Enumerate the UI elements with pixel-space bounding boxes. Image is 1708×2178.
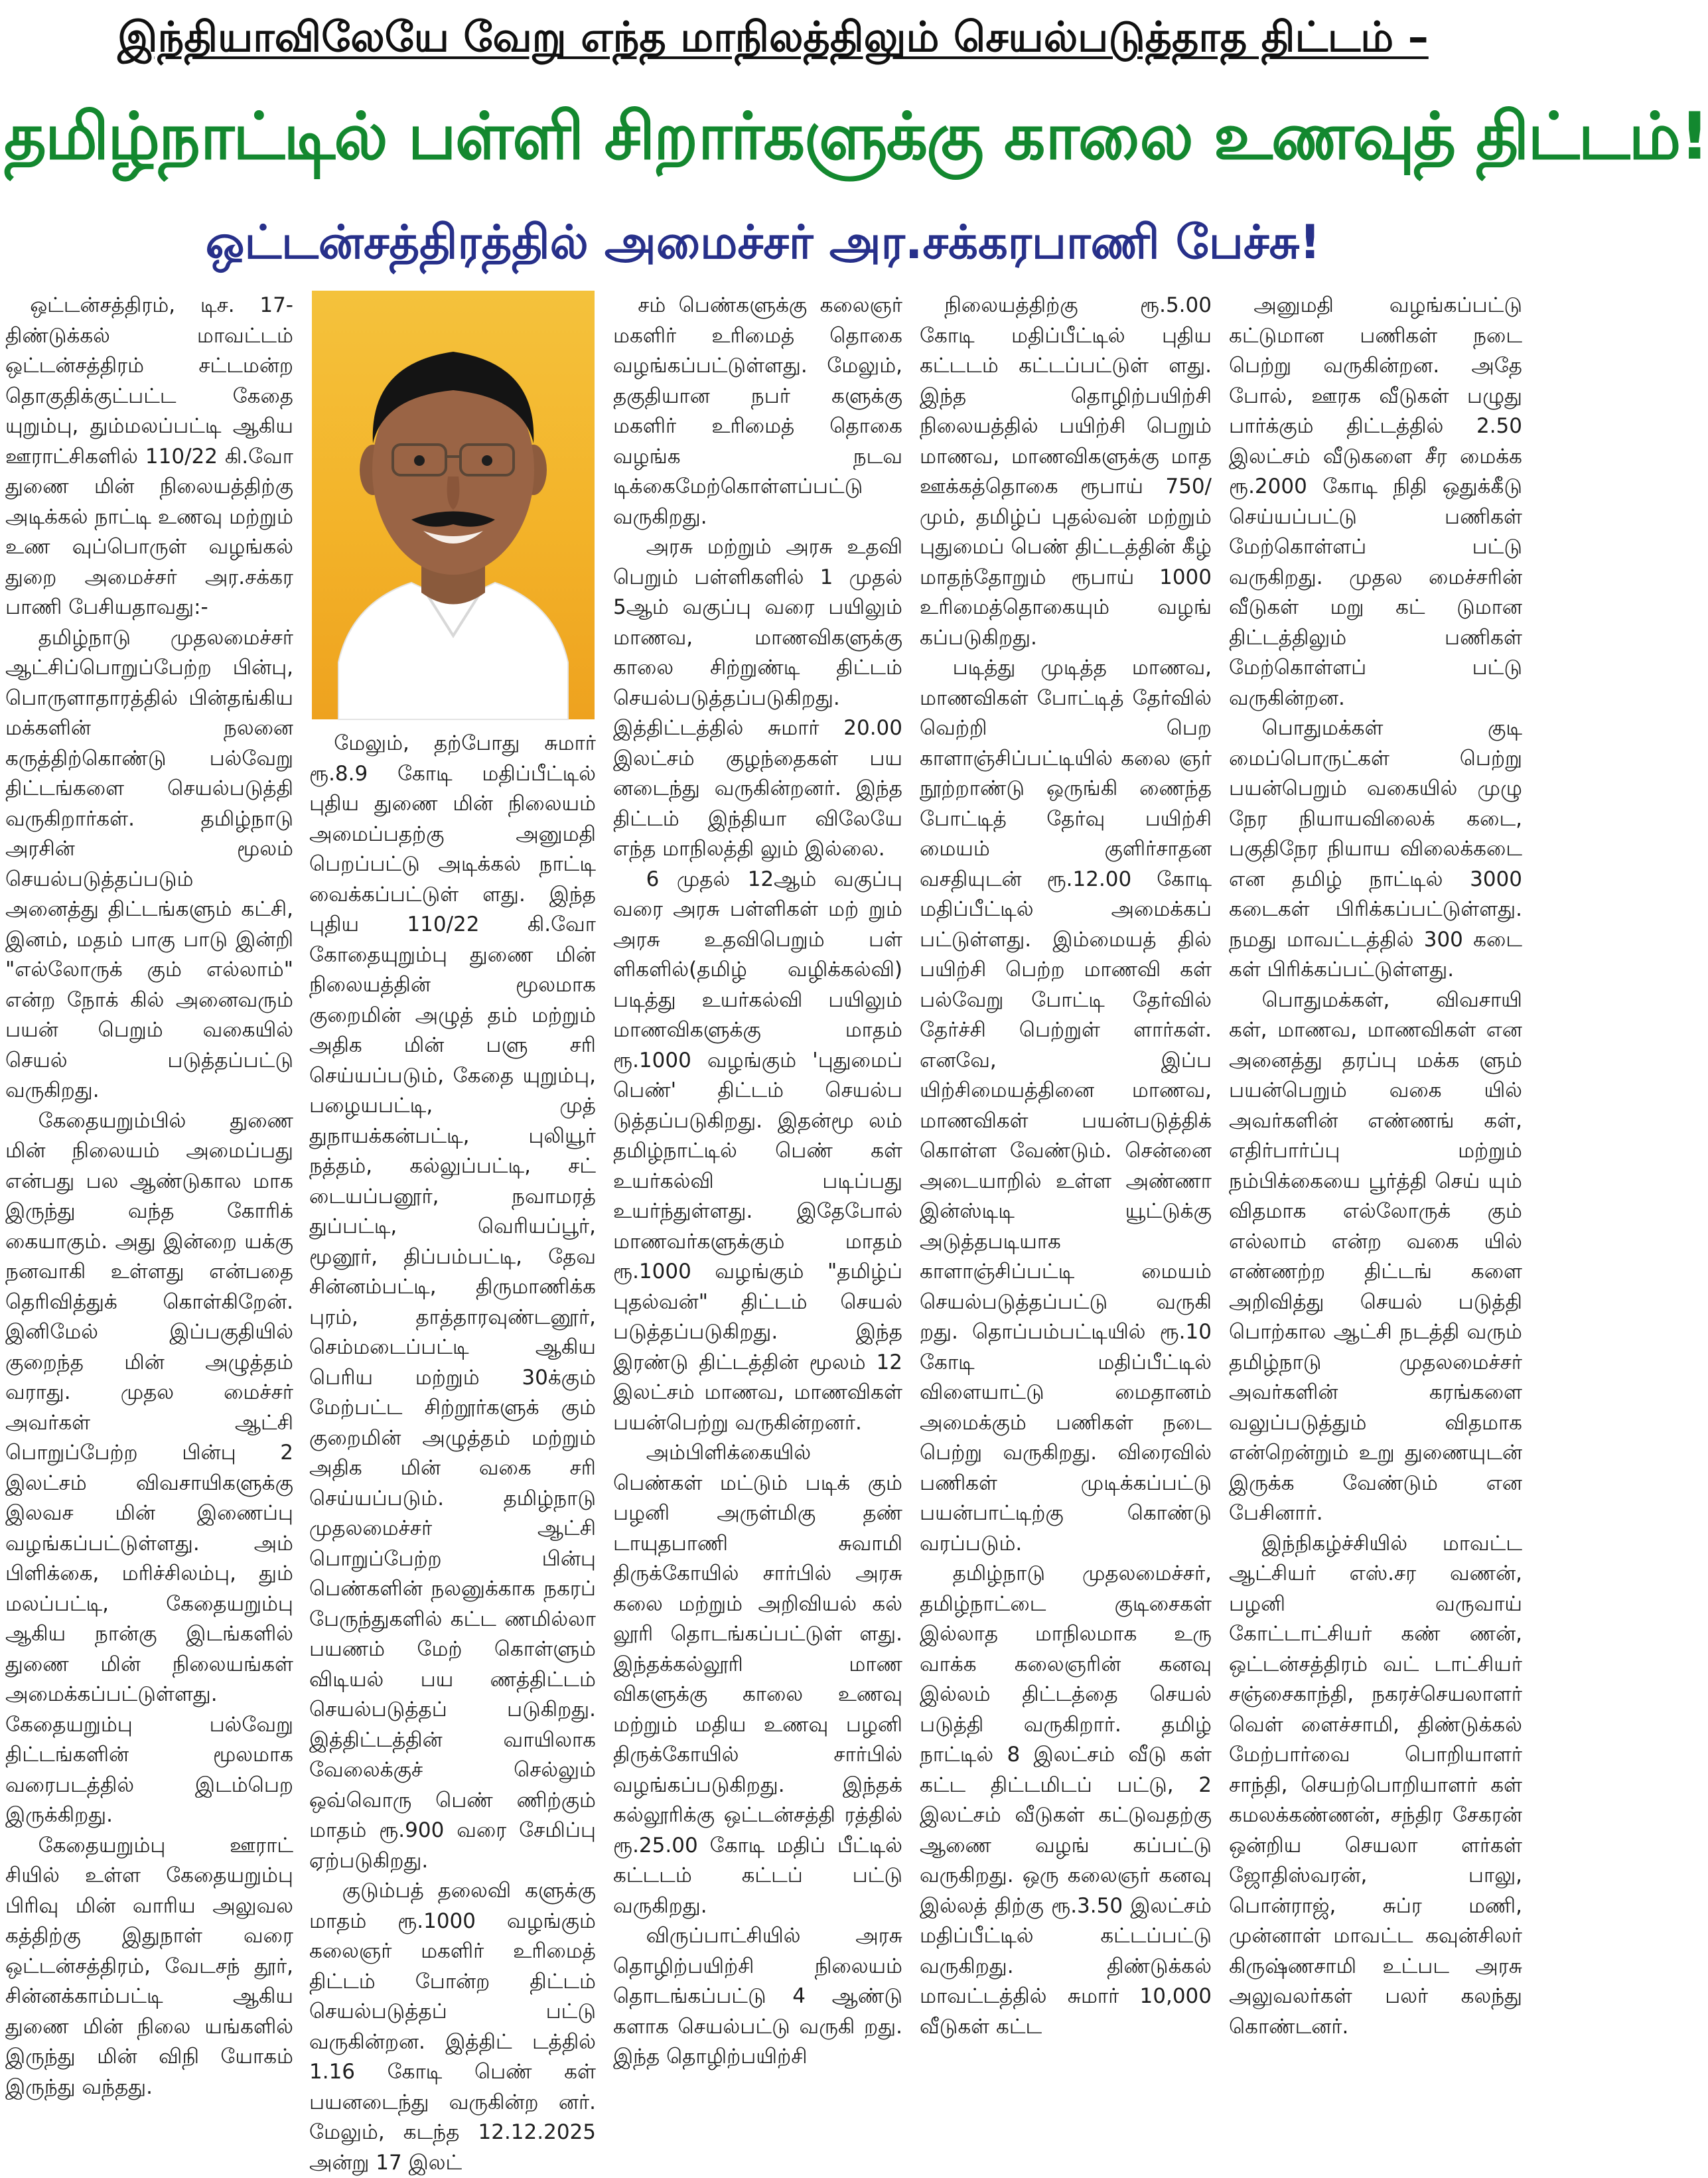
paragraph: விருப்பாட்சியில் அரசு தொழிற்பயிற்சி நிலையம் தொடங்கப்பட்டு 4 ஆண்டு களாக செயல்பட்டு வருகி றது. இந்த தொழிற்பயிற்சி (613, 1924, 902, 2069)
paragraph: நிலையத்திற்கு ரூ.5.00 கோடி மதிப்பீட்டில் புதிய கட்டடம் கட்டப்பட்டுள் ளது. இந்த தொழிற்பயிற்சி நிலையத்தில் பயிற்சி பெறும் மாணவ, மாணவிகளுக்கு மாத ஊக்கத்தொகை ரூபாய் 750/மும், தமிழ்ப் புதல்வன் மற்றும் புதுமைப் பெண் திட்டத்தின் கீழ் மாதந்தோறும் ரூபாய் 1000 உரிமைத்தொகையும் வழங் கப்படுகிறது. (920, 293, 1212, 650)
article-column-3 (613, 291, 902, 2089)
paragraph: 6 முதல் 12ஆம் வகுப்பு வரை அரசு பள்ளிகள் மற் றும் அரசு உதவிபெறும் பள் ளிகளில்(தமிழ் வழிக்கல்வி) படித்து உயர்கல்வி பயிலும் மாணவிகளுக்கு மாதம் ரூ.1000 வழங்கும் 'புதுமைப் பெண்' திட்டம் செயல்ப டுத்தப்படுகிறது. இதன்மூ லம் தமிழ்நாட்டில் பெண் கள் உயர்கல்வி படிப்பது உயர்ந்துள்ளது. இதேபோல் மாணவர்களுக்கும் மாதம் ரூ.1000 வழங்கும் "தமிழ்ப் புதல்வன்" திட்டம் செயல் படுத்தப்படுகிறது. இந்த இரண்டு திட்டத்தின் மூலம் 12 இலட்சம் மாணவ, மாணவிகள் பயன்பெற்று வருகின்றனர். (613, 867, 902, 1435)
article-column-1 (5, 291, 293, 2099)
paragraph: சம் பெண்களுக்கு கலைஞர் மகளிர் உரிமைத் தொகை வழங்கப்பட்டுள்ளது. மேலும், தகுதியான நபர் களுக்கு மகளிர் உரிமைத் தொகை வழங்க நடவ டிக்கைமேற்கொள்ளப்பட்டு வருகிறது. (613, 293, 902, 529)
main-headline: தமிழ்நாட்டில் பள்ளி சிறார்களுக்கு காலை உணவுத் திட்டம்! (4, 99, 1708, 175)
paragraph: அனுமதி வழங்கப்பட்டு கட்டுமான பணிகள் நடை பெற்று வருகின்றன. அதே போல், ஊரக வீடுகள் பழுது பார்க்கும் திட்டத்தில் 2.50 இலட்சம் வீடுகளை சீர மைக்க ரூ.2000 கோடி நிதி ஒதுக்கீடு செய்யப்பட்டு பணிகள் மேற்கொள்ளப் பட்டு வருகிறது. முதல மைச்சரின் வீடுகள் மறு கட் டுமான திட்டத்திலும் பணிகள் மேற்கொள்ளப் பட்டு வருகின்றன. (1229, 293, 1522, 710)
article-column-2 (309, 729, 596, 2175)
article-column-5 (1229, 291, 1522, 2089)
paragraph: பொதுமக்கள், விவசாயி கள், மாணவ, மாணவிகள் என அனைத்து தரப்பு மக்க ளும் பயன்பெறும் வகை யில் அவர்களின் எண்ணங் கள், எதிர்பார்ப்பு மற்றும் நம்பிக்கையை பூர்த்தி செய் யும் விதமாக எல்லோருக் கும் எல்லாம் என்ற வகை யில் எண்ணற்ற திட்டங் களை அறிவித்து செயல் படுத்தி பொற்கால ஆட்சி நடத்தி வரும் தமிழ்நாடு முதலமைச்சர் அவர்களின் கரங்களை வலுப்படுத்தும் விதமாக என்றென்றும் உறு துணையுடன் இருக்க வேண்டும் என பேசினார். (1229, 987, 1522, 1525)
article-column-4 (920, 291, 1212, 2089)
paragraph: குடும்பத் தலைவி களுக்கு மாதம் ரூ.1000 வழங்கும் கலைஞர் மகளிர் உரிமைத் திட்டம் போன்ற திட்டம் செயல்படுத்தப் பட்டு வருகின்றன. இத்திட் டத்தில் 1.16 கோடி பெண் கள் பயனடைந்து வருகின்ற னர். மேலும், கடந்த 12.12.2025 அன்று 17 இலட் (309, 1879, 596, 2175)
sub-headline: ஒட்டன்சத்திரத்தில் அமைச்சர் அர.சக்கரபாணி பேச்சு! (205, 215, 1321, 269)
paragraph: படித்து முடித்த மாணவ, மாணவிகள் போட்டித் தேர்வில் வெற்றி பெற காளாஞ்சிப்பட்டியில் கலை ஞர் நூற்றாண்டு ஒருங்கி ணைந்த போட்டித் தேர்வு பயிற்சி மையம் குளிர்சாதன வசதியுடன் ரூ.12.00 கோடி மதிப்பீட்டில் அமைக்கப் பட்டுள்ளது. இம்மையத் தில் பயிற்சி பெற்ற மாணவி கள் பல்வேறு போட்டி தேர்வில் தேர்ச்சி பெற்றுள் ளார்கள். எனவே, இப்ப யிற்சிமையத்தினை மாணவ, மாணவிகள் பயன்படுத்திக் கொள்ள வேண்டும். சென்னை அடையாறில் உள்ள அண்ணா இன்ஸ்டிடி யூட்டுக்கு அடுத்தபடியாக காளாஞ்சிப்பட்டி மையம் செயல்படுத்தப்பட்டு வருகி றது. தொப்பம்பட்டியில் ரூ.10 கோடி மதிப்பீட்டில் விளையாட்டு மைதானம் அமைக்கும் பணிகள் நடை பெற்று வருகிறது. விரைவில் பணிகள் முடிக்கப்பட்டு பயன்பாட்டிற்கு கொண்டு வரப்படும். (920, 656, 1212, 1556)
paragraph: ஒட்டன்சத்திரம், டிச. 17- திண்டுக்கல் மாவட்டம் ஒட்டன்சத்திரம் சட்டமன்ற தொகுதிக்குட்பட்ட கேதை யுறும்பு, தும்மலப்பட்டி ஆகிய ஊராட்சிகளில் 110/22 கி.வோ துணை மின் நிலையத்திற்கு அடிக்கல் நாட்டி உணவு மற்றும் உண வுப்பொருள் வழங்கல் துறை அமைச்சர் அர.சக்கர பாணி பேசியதாவது:- (5, 293, 293, 619)
paragraph: அம்பிளிக்கையில் பெண்கள் மட்டும் படிக் கும் பழனி அருள்மிகு தண் டாயுதபாணி சுவாமி திருக்கோயில் சார்பில் அரசு கலை மற்றும் அறிவியல் கல் லூரி தொடங்கப்பட்டுள் ளது. இந்தக்கல்லூரி மாண விகளுக்கு காலை உணவு மற்றும் மதிய உணவு பழனி திருக்கோயில் சார்பில் வழங்கப்படுகிறது. இந்தக் கல்லூரிக்கு ஒட்டன்சத்தி ரத்தில் ரூ.25.00 கோடி மதிப் பீட்டில் கட்டடம் கட்டப் பட்டு வருகிறது. (613, 1441, 902, 1918)
paragraph: இந்நிகழ்ச்சியில் மாவட்ட ஆட்சியர் எஸ்.சர வணன், பழனி வருவாய் கோட்டாட்சியர் கண் ணன், ஒட்டன்சத்திரம் வட் டாட்சியர் சஞ்சைகாந்தி, நகரச்செயலாளர் வெள் ளைச்சாமி, திண்டுக்கல் மேற்பார்வை பொறியாளர் சாந்தி, செயற்பொறியாளர் கள் கமலக்கண்ணன், சந்திர சேகரன் ஒன்றிய செயலா ளர்கள் ஜோதிஸ்வரன், பாலு, பொன்ராஜ், சுப்ர மணி, முன்னாள் மாவட்ட கவுன்சிலர் கிருஷ்ணசாமி உட்பட அரசு அலுவலர்கள் பலர் கலந்து கொண்டனர். (1229, 1531, 1522, 2039)
portrait-icon (312, 291, 595, 719)
paragraph: தமிழ்நாடு முதலமைச்சர், தமிழ்நாட்டை குடிசைகள் இல்லாத மாநிலமாக உரு வாக்க கலைஞரின் கனவு இல்லம் திட்டத்தை செயல் படுத்தி வருகிறார். தமிழ் நாட்டில் 8 இலட்சம் வீடு கள் கட்ட திட்டமிடப் பட்டு, 2 இலட்சம் வீடுகள் கட்டுவதற்கு ஆணை வழங் கப்பட்டு வருகிறது. ஒரு கலைஞர் கனவு இல்லத் திற்கு ரூ.3.50 இலட்சம் மதிப்பீட்டில் கட்டப்பட்டு வருகிறது. திண்டுக்கல் மாவட்டத்தில் சுமார் 10,000 வீடுகள் கட்ட (920, 1561, 1212, 2039)
paragraph: கேதையறும்பு ஊராட் சியில் உள்ள கேதையறும்பு பிரிவு மின் வாரிய அலுவல கத்திற்கு இதுநாள் வரை ஒட்டன்சத்திரம், வேடசந் தூர், சின்னக்காம்பட்டி ஆகிய துணை மின் நிலை யங்களில் இருந்து மின் விநி யோகம் இருந்து வந்தது. (5, 1833, 293, 2099)
paragraph: மேலும், தற்போது சுமார் ரூ.8.9 கோடி மதிப்பீட்டில் புதிய துணை மின் நிலையம் அமைப்பதற்கு அனுமதி பெறப்பட்டு அடிக்கல் நாட்டி வைக்கப்பட்டுள் ளது. இந்த புதிய 110/22 கி.வோ கோதையுறும்பு துணை மின் நிலையத்தின் மூலமாக குறைமின் அழுத் தம் மற்றும் அதிக மின் பளு சரி செய்யப்படும், கேதை யுறும்பு, பழையபட்டி, முத் துநாயக்கன்பட்டி, புலியூர் நத்தம், கல்லுப்பட்டி, சட் டையப்பனூர், நவாமரத் துப்பட்டி, வெரியப்பூர், மூனூர், திப்பம்பட்டி, தேவ சின்னம்பட்டி, திருமாணிக்க புரம், தாத்தாரவுண்டனூர், செம்மடைப்பட்டி ஆகிய பெரிய மற்றும் 30க்கும் மேற்பட்ட சிற்றூர்களுக் கும் குறைமின் அழுத்தம் மற்றும் அதிக மின் வகை சரி செய்யப்படும். தமிழ்நாடு முதலமைச்சர் ஆட்சி பொறுப்பேற்ற பின்பு பெண்களின் நலனுக்காக நகரப் பேருந்துகளில் கட்ட ணமில்லா பயணம் மேற் கொள்ளும் விடியல் பய ணத்திட்டம் செயல்படுத்தப் படுகிறது. இத்திட்டத்தின் வாயிலாக வேலைக்குச் செல்லும் ஒவ்வொரு பெண் ணிற்கும் மாதம் ரூ.900 வரை சேமிப்பு ஏற்படுகிறது. (309, 731, 596, 1873)
paragraph: தமிழ்நாடு முதலமைச்சர் ஆட்சிப்பொறுப்பேற்ற பின்பு, பொருளாதாரத்தில் பின்தங்கிய மக்களின் நலனை கருத்திற்கொண்டு பல்வேறு திட்டங்களை செயல்படுத்தி வருகிறார்கள். தமிழ்நாடு அரசின் மூலம் செயல்படுத்தப்படும் அனைத்து திட்டங்களும் கட்சி, இனம், மதம் பாகு பாடு இன்றி "எல்லோருக் கும் எல்லாம்" என்ற நோக் கில் அனைவரும் பயன் பெறும் வகையில் செயல் படுத்தப்பட்டு வருகிறது. (5, 625, 293, 1102)
paragraph: பொதுமக்கள் குடி மைப்பொருட்கள் பெற்று பயன்பெறும் வகையில் முழு நேர நியாயவிலைக் கடை, பகுதிநேர நியாய விலைக்கடை என தமிழ் நாட்டில் 3000 கடைகள் பிரிக்கப்பட்டுள்ளது. நமது மாவட்டத்தில் 300 கடை கள் பிரிக்கப்பட்டுள்ளது. (1229, 716, 1522, 981)
paragraph: கேதையறும்பில் துணை மின் நிலையம் அமைப்பது என்பது பல ஆண்டுகால மாக இருந்து வந்த கோரிக் கையாகும். அது இன்றை யக்கு நனவாகி உள்ளது என்பதை தெரிவித்துக் கொள்கிறேன். இனிமேல் இப்பகுதியில் குறைந்த மின் அழுத்தம் வராது. முதல மைச்சர் அவர்கள் ஆட்சி பொறுப்பேற்ற பின்பு 2 இலட்சம் விவசாயிகளுக்கு இலவச மின் இணைப்பு வழங்கப்பட்டுள்ளது. அம் பிளிக்கை, மரிச்சிலம்பு, தும் மலப்பட்டி, கேதையறும்பு ஆகிய நான்கு இடங்களில் துணை மின் நிலையங்கள் அமைக்கப்பட்டுள்ளது. கேதையறும்பு பல்வேறு திட்டங்களின் மூலமாக வரைபடத்தில் இடம்பெற இருக்கிறது. (5, 1108, 293, 1827)
paragraph: அரசு மற்றும் அரசு உதவி பெறும் பள்ளிகளில் 1 முதல் 5ஆம் வகுப்பு வரை பயிலும் மாணவ, மாணவிகளுக்கு காலை சிற்றுண்டி திட்டம் செயல்படுத்தப்படுகிறது. இத்திட்டத்தில் சுமார் 20.00 இலட்சம் குழந்தைகள் பய னடைந்து வருகின்றனர். இந்த திட்டம் இந்தியா விலேயே எந்த மாநிலத்தி லும் இல்லை. (613, 535, 902, 861)
minister-photo (312, 291, 595, 719)
kicker-heading: இந்தியாவிலேயே வேறு எந்த மாநிலத்திலும் செயல்படுத்தாத திட்டம் – (117, 13, 1429, 61)
